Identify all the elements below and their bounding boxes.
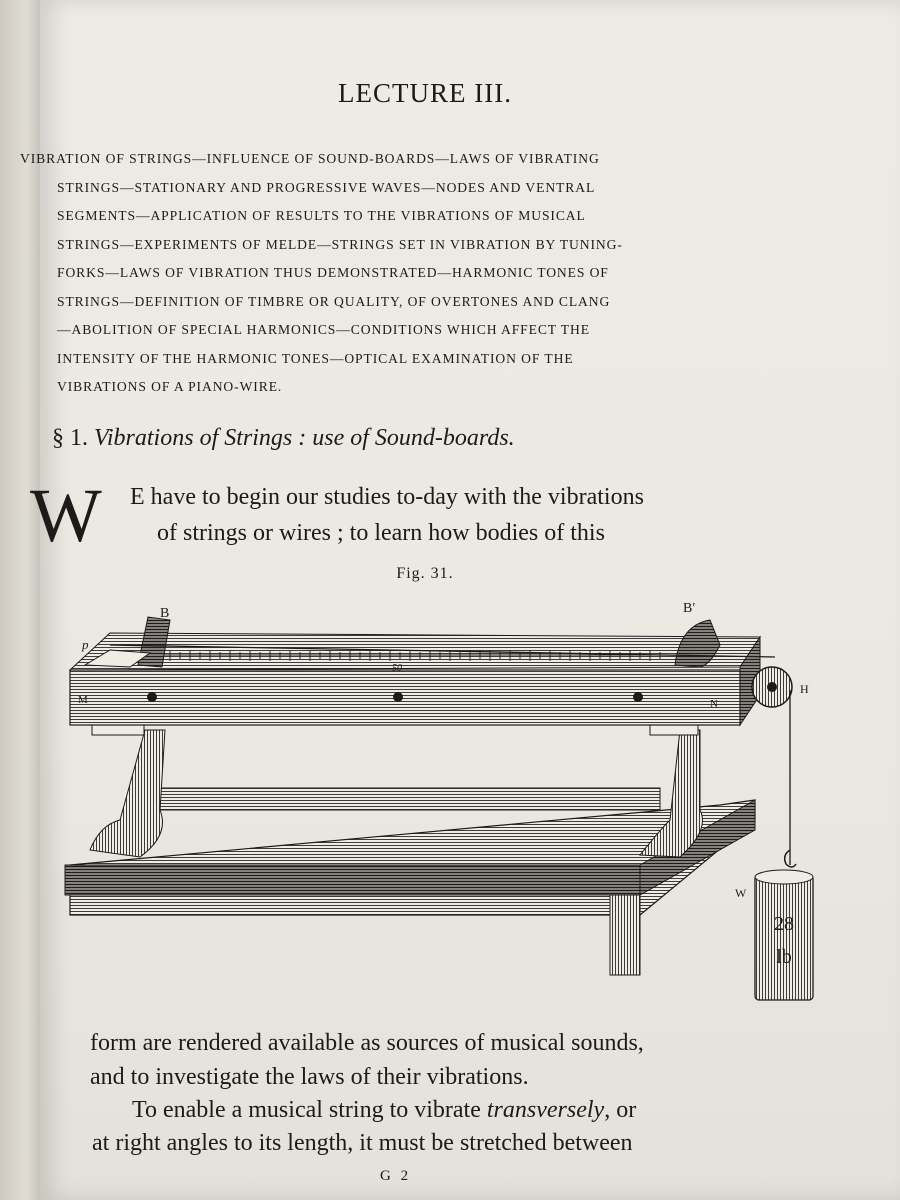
label-H: H: [800, 682, 809, 696]
label-B-prime: B′: [683, 601, 696, 616]
weight-top-label: 28: [774, 913, 794, 935]
summary-line: VIBRATIONS OF A PIANO-WIRE.: [57, 379, 283, 394]
summary-line: SEGMENTS—APPLICATION OF RESULTS TO THE VIBRATIONS OF MUSICAL: [57, 208, 586, 223]
summary-line: STRINGS—DEFINITION OF TIMBRE OR QUALITY, OF OVERTONES AND CLANG: [57, 293, 611, 309]
summary-line: STRINGS—EXPERIMENTS OF MELDE—STRINGS SET IN VIBRATION BY TUNING-: [57, 236, 623, 252]
label-W: W: [735, 886, 747, 900]
monochord-figure: [20, 595, 820, 1015]
label-M: M: [78, 694, 88, 706]
sound-box: [70, 633, 760, 725]
paragraph-line: of strings or wires ; to learn how bodies of this: [157, 520, 605, 546]
weight-bottom-label: lb: [776, 946, 792, 968]
paragraph-line: form are rendered available as sources of musical sounds,: [90, 1030, 644, 1056]
summary-line: INTENSITY OF THE HARMONIC TONES—OPTICAL EXAMINATION OF THE: [57, 350, 574, 366]
summary-line: VIBRATION OF STRINGS—INFLUENCE OF SOUND-BOARDS—LAWS OF VIBRATING: [20, 151, 600, 166]
para2-end: , or: [604, 1097, 637, 1123]
summary-line: FORKS—LAWS OF VIBRATION THUS DEMONSTRATED—HARMONIC TONES OF: [57, 265, 609, 280]
summary-line: —ABOLITION OF SPECIAL HARMONICS—CONDITIONS WHICH AFFECT THE: [57, 322, 590, 337]
paragraph-line: at right angles to its length, it must be stretched between: [92, 1130, 633, 1156]
scale-mark-50: 50: [392, 663, 402, 674]
paragraph-line: [132, 1097, 636, 1124]
weight: [755, 870, 813, 1000]
section-heading: [52, 425, 515, 452]
paragraph-line: E have to begin our studies to-day with the vibrations: [130, 484, 644, 510]
table: [65, 800, 755, 975]
label-B: B: [160, 606, 170, 621]
pulley: [752, 667, 792, 707]
para2-italic: transversely: [486, 1097, 605, 1123]
para2-start: To enable a musical string to vibrate: [132, 1097, 487, 1123]
paragraph-line: and to investigate the laws of their vibrations.: [90, 1064, 529, 1090]
drop-cap: W: [30, 474, 102, 558]
page-signature: G 2: [380, 1168, 412, 1184]
section-number: § 1.: [52, 425, 88, 451]
lecture-title: LECTURE III.: [338, 78, 512, 108]
figure-caption: Fig. 31.: [396, 565, 454, 582]
chapter-summary: [22, 145, 772, 402]
summary-line: STRINGS—STATIONARY AND PROGRESSIVE WAVES—NODES AND VENTRAL: [57, 179, 596, 195]
section-title: Vibrations of Strings : use of Sound-boards.: [94, 425, 515, 451]
label-p: p: [82, 637, 89, 652]
label-N: N: [710, 698, 718, 710]
